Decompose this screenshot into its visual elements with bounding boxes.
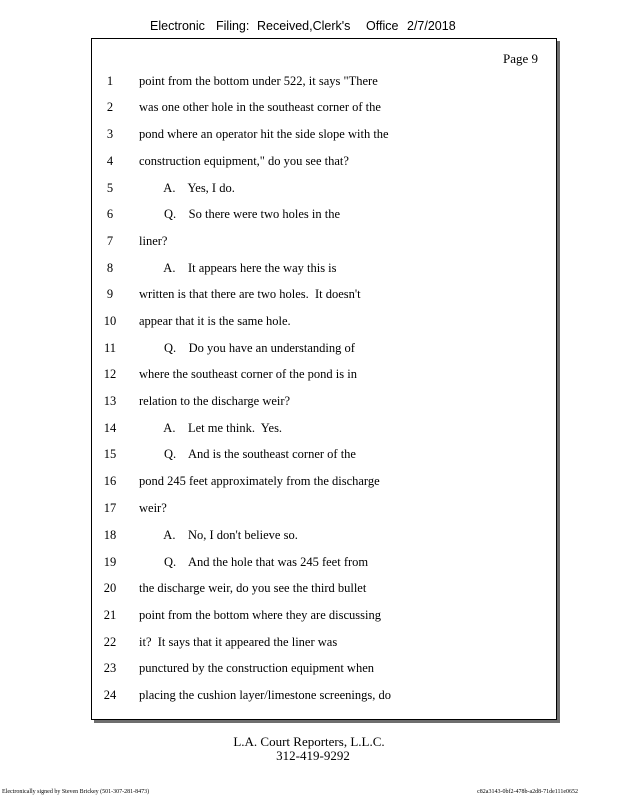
line-number: 14 [103, 421, 117, 435]
filing-header-date: 2/7/2018 [407, 19, 456, 33]
line-number: 21 [103, 608, 117, 622]
line-number: 9 [106, 287, 114, 301]
line-number: 8 [106, 261, 114, 275]
line-text: was one other hole in the southeast corner of the [139, 100, 381, 114]
line-text: placing the cushion layer/limestone screenings, do [139, 688, 392, 702]
line-number: 12 [103, 367, 117, 381]
line-text: relation to the discharge weir? [139, 394, 291, 408]
line-text: construction equipment," do you see that? [139, 154, 349, 168]
line-number: 18 [103, 528, 117, 542]
line-text: written is that there are two holes. It doesn't [139, 287, 361, 301]
line-number: 1 [106, 74, 114, 88]
line-text: point from the bottom under 522, it says "There [139, 74, 378, 88]
line-text: Q. So there were two holes in the [139, 207, 341, 221]
line-text: A. Yes, I do. [139, 181, 235, 195]
line-number: 24 [103, 688, 117, 702]
line-text: appear that it is the same hole. [139, 314, 291, 328]
court-reporter-phone: 312-419-9292 [276, 748, 350, 763]
court-reporter-name: L.A. Court Reporters, L.L.C. [233, 734, 385, 749]
electronic-signature: Electronically signed by Steven Brickey (501-307-281-8473) [2, 789, 150, 795]
line-number: 20 [103, 581, 117, 595]
page-number: Page 9 [503, 51, 539, 66]
line-text: pond 245 feet approximately from the discharge [139, 474, 380, 488]
line-number: 11 [103, 341, 117, 355]
line-number: 17 [103, 501, 117, 515]
document-id: c82a3143-0bf2-478b-a2d8-71de111e0652 [477, 789, 578, 795]
line-text: weir? [139, 501, 167, 515]
line-text: Q. And is the southeast corner of the [139, 447, 356, 461]
line-text: the discharge weir, do you see the third bullet [139, 581, 367, 595]
line-text: A. No, I don't believe so. [139, 528, 298, 542]
line-text: point from the bottom where they are discussing [139, 608, 381, 622]
line-number: 6 [106, 207, 114, 221]
line-number: 16 [103, 474, 117, 488]
line-text: A. It appears here the way this is [139, 261, 337, 275]
line-number: 4 [106, 154, 114, 168]
line-number: 19 [103, 555, 117, 569]
line-text: punctured by the construction equipment when [139, 661, 375, 675]
line-number: 10 [103, 314, 117, 328]
line-number: 15 [103, 447, 117, 461]
line-text: Q. Do you have an understanding of [139, 341, 355, 355]
line-text: it? It says that it appeared the liner was [139, 635, 338, 649]
electronic-filing-header [0, 19, 618, 37]
line-text: where the southeast corner of the pond is in [139, 367, 357, 381]
line-number: 13 [103, 394, 117, 408]
line-number: 2 [106, 100, 114, 114]
line-number: 5 [106, 181, 114, 195]
filing-header-office: Office [366, 19, 399, 33]
filing-header-electronic: Electronic [150, 19, 205, 33]
line-number: 22 [103, 635, 117, 649]
line-number: 3 [106, 127, 114, 141]
line-number: 7 [106, 234, 114, 248]
filing-header-filing: Filing: [216, 19, 250, 33]
line-text: pond where an operator hit the side slope with the [139, 127, 389, 141]
filing-header-received: Received,Clerk's [257, 19, 351, 33]
line-number: 23 [103, 661, 117, 675]
line-text: liner? [139, 234, 168, 248]
line-text: Q. And the hole that was 245 feet from [139, 555, 369, 569]
line-text: A. Let me think. Yes. [139, 421, 283, 435]
